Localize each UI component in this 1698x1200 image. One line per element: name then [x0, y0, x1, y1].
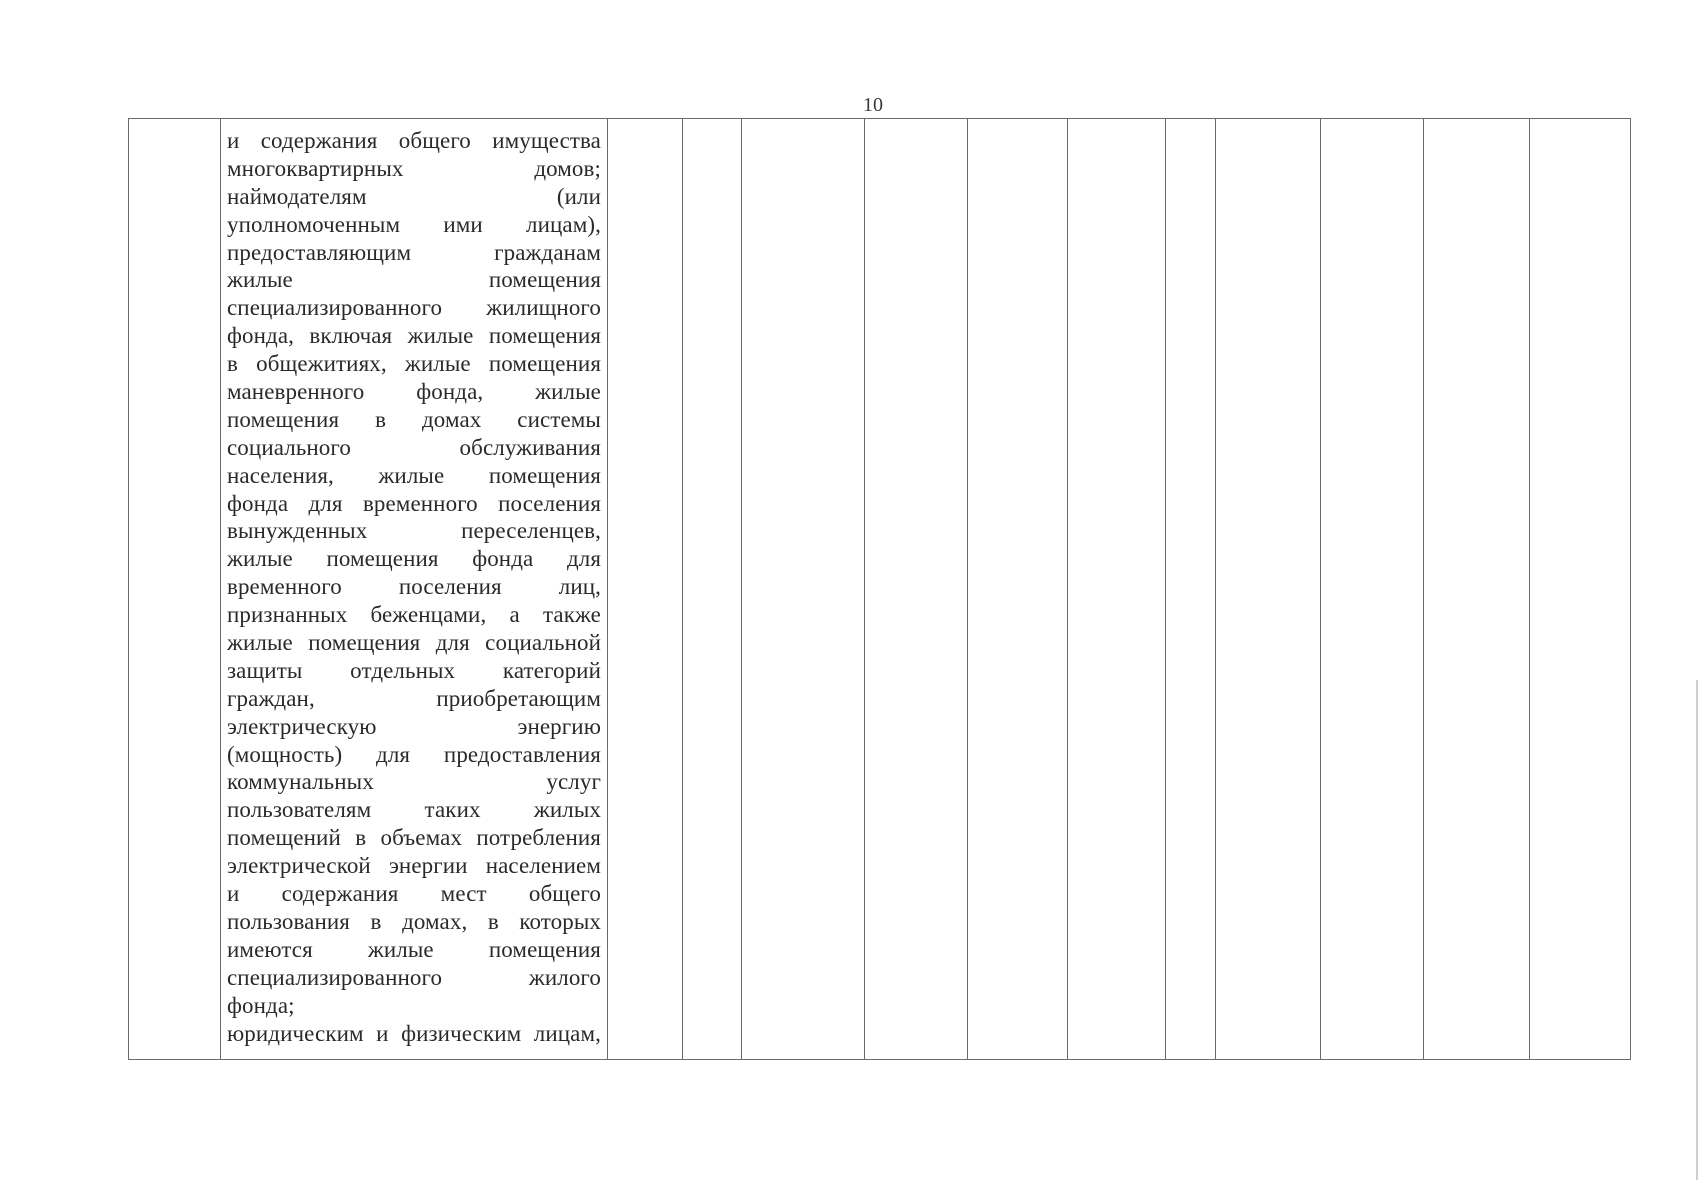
table-row [129, 119, 1631, 1060]
text-line: многоквартирных домов; [227, 155, 601, 181]
cell-empty [742, 119, 865, 1060]
cell-empty [1068, 119, 1166, 1060]
text-line: (мощность) для предоставления [227, 741, 601, 767]
cell-empty [1321, 119, 1424, 1060]
text-line: пользователям таких жилых [227, 797, 601, 823]
cell-empty [1166, 119, 1216, 1060]
text-line: специализированного жилого [227, 964, 601, 990]
text-line: граждан, приобретающим [227, 685, 601, 711]
text-line: предоставляющим гражданам [227, 239, 601, 265]
cell-number [129, 119, 221, 1060]
text-line: помещения в домах системы [227, 406, 601, 432]
cell-empty [683, 119, 742, 1060]
page-number: 10 [863, 94, 883, 116]
cell-empty [968, 119, 1068, 1060]
text-line: признанных беженцами, а также [227, 602, 601, 628]
text-line: защиты отдельных категорий [227, 657, 601, 683]
text-line: коммунальных услуг [227, 769, 601, 795]
text-line: жилые помещения [227, 267, 601, 293]
cell-empty [608, 119, 683, 1060]
text-line: специализированного жилищного [227, 295, 601, 321]
document-table [128, 118, 1631, 1060]
text-line: населения, жилые помещения [227, 462, 601, 488]
text-line: и содержания общего имущества [227, 128, 601, 153]
text-line: фонда для временного поселения [227, 490, 601, 516]
text-line: и содержания мест общего [227, 881, 601, 907]
text-line: уполномоченным ими лицам), [227, 211, 601, 237]
text-line: жилые помещения фонда для [227, 546, 601, 572]
text-line: маневренного фонда, жилые [227, 379, 601, 405]
cell-empty [1530, 119, 1631, 1060]
text-line: вынужденных переселенцев, [227, 518, 601, 544]
text-line: помещений в объемах потребления [227, 825, 601, 851]
text-line: в общежитиях, жилые помещения [227, 351, 601, 377]
text-line: имеются жилые помещения [227, 936, 601, 962]
text-line: юридическим и физическим лицам, [227, 1020, 601, 1046]
text-line: фонда; [227, 992, 295, 1018]
cell-empty [1216, 119, 1321, 1060]
cell-empty [865, 119, 968, 1060]
text-line: электрическую энергию [227, 713, 601, 739]
text-line: временного поселения лиц, [227, 574, 601, 600]
text-line: фонда, включая жилые помещения [227, 323, 601, 349]
text-line: социального обслуживания [227, 434, 601, 460]
cell-empty [1424, 119, 1530, 1060]
text-line: пользования в домах, в которых [227, 908, 601, 934]
text-line: наймодателям (или [227, 183, 601, 209]
text-line: жилые помещения для социальной [227, 630, 601, 656]
cell-description [221, 119, 608, 1060]
text-line: электрической энергии населением [227, 853, 601, 879]
